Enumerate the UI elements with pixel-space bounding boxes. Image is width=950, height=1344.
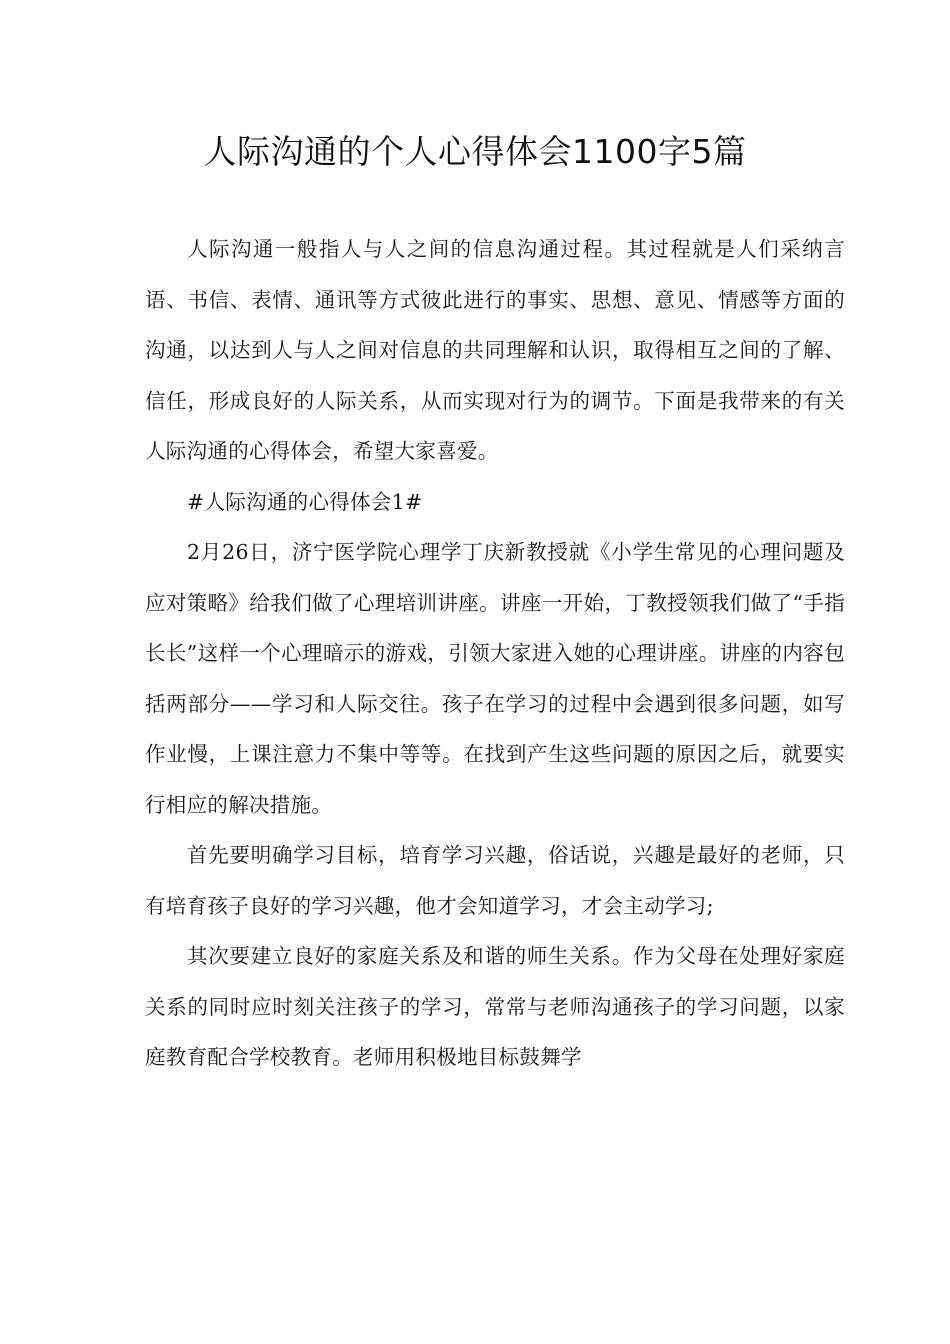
body-paragraph-1: 2月26日，济宁医学院心理学丁庆新教授就《小学生常见的心理问题及应对策略》给我们做了心理培训讲座。讲座一开始，丁教授领我们做了“手指长长”这样一个心理暗示的游戏，引领大家进入她的心理讲座。讲座的内容包括两部分——学习和人际交往。孩子在学习的过程中会遇到很多问题，如写作业慢，上课注意力不集中等等。在找到产生这些问题的原因之后，就要实行相应的解决措施。	[145, 540, 845, 817]
intro-paragraph: 人际沟通一般指人与人之间的信息沟通过程。其过程就是人们采纳言语、书信、表情、通讯等方式彼此进行的事实、思想、意见、情感等方面的沟通，以达到人与人之间对信息的共同理解和认识，取得相互之间的了解、信任，形成良好的人际关系，从而实现对行为的调节。下面是我带来的有关人际沟通的心得体会，希望大家喜爱。	[145, 237, 845, 463]
body-paragraph-2: 首先要明确学习目标，培育学习兴趣，俗话说，兴趣是最好的老师，只有培育孩子良好的学习兴趣，他才会知道学习，才会主动学习;	[145, 843, 845, 918]
section-heading-1: #人际沟通的心得体会1#	[187, 489, 423, 514]
body-paragraph-3: 其次要建立良好的家庭关系及和谐的师生关系。作为父母在处理好家庭关系的同时应时刻关注孩子的学习，常常与老师沟通孩子的学习问题，以家庭教育配合学校教育。老师用积极地目标鼓舞学	[145, 944, 845, 1069]
document-body	[145, 224, 845, 1083]
document-title: 人际沟通的个人心得体会1100字5篇	[203, 132, 747, 171]
